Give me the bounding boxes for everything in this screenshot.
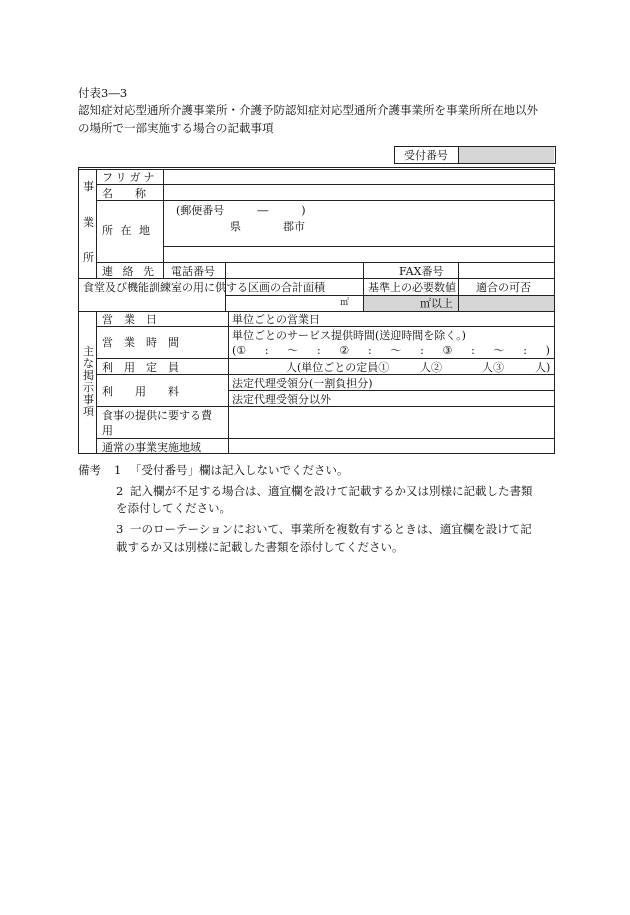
frame-inner-top: [78, 169, 555, 170]
note-2-line1: 記入欄が不足する場合は、適宜欄を設けて記載するか又は別様に記載した書類: [130, 484, 533, 498]
capacity-part-1: 人(単位ごとの定員①: [286, 361, 390, 374]
rule-fee: [96, 406, 555, 407]
vrule-fax: [363, 262, 364, 311]
rule-area-values: [225, 295, 555, 296]
capacity-part-4: 人): [535, 361, 551, 374]
vrule-fax-value: [458, 262, 459, 311]
city-label: 郡市: [283, 220, 305, 233]
office-section-char-3: 所: [83, 251, 94, 264]
fee-other: 法定代理受領分以外: [232, 393, 331, 406]
capacity-part-3: 人③: [482, 361, 504, 374]
note-3-line1: 一のローテーションにおいて、事業所を複数有するときは、適宜欄を設けて記: [130, 522, 532, 536]
capacity-part-2: 人②: [420, 361, 442, 374]
vrule-office-label: [163, 169, 164, 278]
main-section-char-5: 事: [83, 393, 94, 406]
area-label: 食堂及び機能訓練室の用に供する区画の合計面積: [83, 281, 325, 294]
hours-label: 営 業 時 間: [102, 336, 179, 349]
adequacy-label: 適合の可否: [476, 281, 531, 294]
rule-fee-mid: [228, 390, 555, 391]
address-label: 所 在 地: [102, 224, 152, 237]
vrule-office-section: [96, 169, 97, 278]
note-1: 「受付番号」欄は記入しないでください。: [130, 463, 349, 477]
contact-label: 連 絡 先: [102, 265, 157, 278]
required-unit: ㎡以上: [420, 297, 453, 310]
form-reference: 付表3―3: [78, 86, 128, 100]
rule-name: [96, 200, 555, 201]
fee-statutory: 法定代理受領分(一割負担分): [232, 377, 373, 390]
furigana-label: フリガナ: [102, 171, 158, 184]
notes-heading: 備考: [78, 463, 101, 477]
main-section-char-3: 掲: [83, 369, 94, 382]
form-title-line1: 認知症対応型通所介護事業所・介護予防認知症対応型通所介護事業所を事業所所在地以外: [78, 103, 538, 117]
main-section-char-6: 項: [83, 405, 94, 418]
fee-label: 利 用 料: [102, 385, 179, 398]
vrule-main-section: [96, 311, 97, 454]
rule-meal: [96, 438, 555, 439]
note-1-number: 1: [114, 463, 122, 477]
rule-address: [96, 262, 555, 263]
receipt-divider: [458, 146, 459, 164]
form-title-line2: の場所で一部実施する場合の記載事項: [78, 121, 274, 135]
note-3-line2: 載するか又は別様に記載した書類を添付してください。: [116, 540, 404, 554]
rule-capacity: [96, 374, 555, 375]
name-label: 名 称: [102, 187, 146, 200]
meal-cost-label-2: 用: [102, 424, 113, 437]
rule-days: [96, 326, 555, 327]
service-area-label: 通常の事業実施地域: [102, 441, 201, 454]
fax-label: FAX番号: [399, 265, 444, 278]
rule-hours: [96, 358, 555, 359]
hours-description: 単位ごとのサービス提供時間(送迎時間を除く。): [232, 329, 466, 342]
note-3-number: 3: [116, 522, 124, 536]
note-2-number: 2: [116, 484, 124, 498]
postal-code: (郵便番号 ― ): [176, 204, 306, 217]
main-section-char-1: 主: [83, 345, 94, 358]
business-days-value: 単位ごとの営業日: [232, 313, 320, 326]
office-section-char-2: 業: [83, 216, 94, 229]
receipt-label: 受付番号: [404, 149, 448, 162]
rule-furigana: [96, 184, 555, 185]
prefecture-label: 県: [230, 220, 241, 233]
rule-address-mid: [163, 246, 555, 247]
vrule-main-label: [228, 311, 229, 454]
rule-area: [78, 278, 555, 279]
meal-cost-label-1: 食事の提供に要する費: [102, 409, 212, 422]
hours-slots: (① : ～ : ② : ～ : ③ : ～ : ): [232, 344, 550, 357]
main-section-char-2: な: [83, 357, 94, 370]
rule-main-start: [78, 311, 555, 312]
business-days-label: 営 業 日: [102, 313, 157, 326]
phone-label: 電話番号: [171, 265, 215, 278]
area-unit: ㎡: [340, 298, 350, 308]
required-value-label: 基準上の必要数値: [368, 281, 456, 294]
office-section-char-1: 事: [83, 180, 94, 193]
main-section-char-4: 示: [83, 381, 94, 394]
note-2-line2: を添付してください。: [116, 501, 231, 515]
capacity-label: 利 用 定 員: [102, 361, 179, 374]
